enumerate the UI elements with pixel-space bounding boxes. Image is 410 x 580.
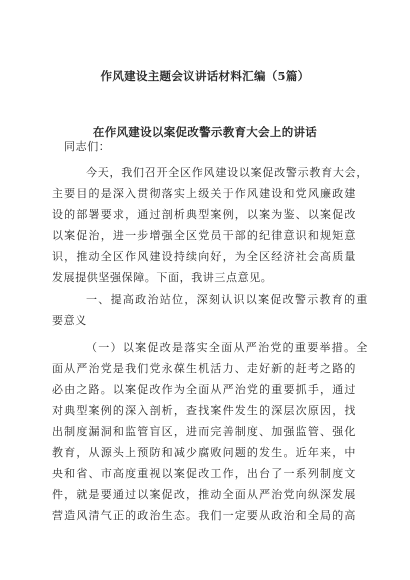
paragraph-line: 发展提供坚强保障。下面，我讲三点意见。 — [52, 271, 273, 284]
paragraph-line: 主要目的是深入贯彻落实上级关于作风建设和党风廉政建 — [52, 187, 356, 200]
section-heading-line: 一、提高政治站位，深刻认识以案促改警示教育的重 — [86, 293, 368, 306]
paragraph-line: 出制度漏洞和监管盲区，进而完善制度、加强监管、强化 — [52, 425, 356, 438]
paragraph-line: 教育，从源头上预防和减少腐败问题的发生。近年来，中 — [52, 446, 356, 459]
paragraph-line: 今天，我们召开全区作风建设以案促改警示教育大会， — [86, 166, 368, 179]
paragraph-line: 必由之路。以案促改作为全面从严治党的重要抓手，通过 — [52, 383, 356, 396]
salutation: 同志们： — [64, 140, 111, 153]
paragraph-line: 央和省、市高度重视以案促改工作，出台了一系列制度文 — [52, 467, 356, 480]
paragraph-line: 营造风清气正的政治生态。我们一定要从政治和全局的高 — [52, 509, 356, 522]
paragraph-line: 对典型案例的深入剖析，查找案件发生的深层次原因，找 — [52, 404, 356, 417]
document-title: 作风建设主题会议讲话材料汇编（5篇） — [100, 69, 310, 83]
section-heading-line: 要意义 — [52, 314, 87, 327]
paragraph-line: 识，推动全区作风建设持续向好，为全区经济社会高质量 — [52, 250, 356, 263]
paragraph-line: 件，就是要通过以案促改，推动全面从严治党向纵深发展 — [52, 488, 356, 501]
speech-title: 在作风建设以案促改警示教育大会上的讲话 — [92, 125, 318, 139]
paragraph-line: 以案促治，进一步增强全区党员干部的纪律意识和规矩意 — [52, 229, 356, 242]
paragraph-line: （一）以案促改是落实全面从严治党的重要举措。全 — [86, 341, 368, 354]
paragraph-line: 设的部署要求，通过剖析典型案例，以案为鉴、以案促改 — [52, 208, 356, 221]
paragraph-line: 面从严治党是我们党永葆生机活力、走好新的赶考之路的 — [52, 362, 356, 375]
